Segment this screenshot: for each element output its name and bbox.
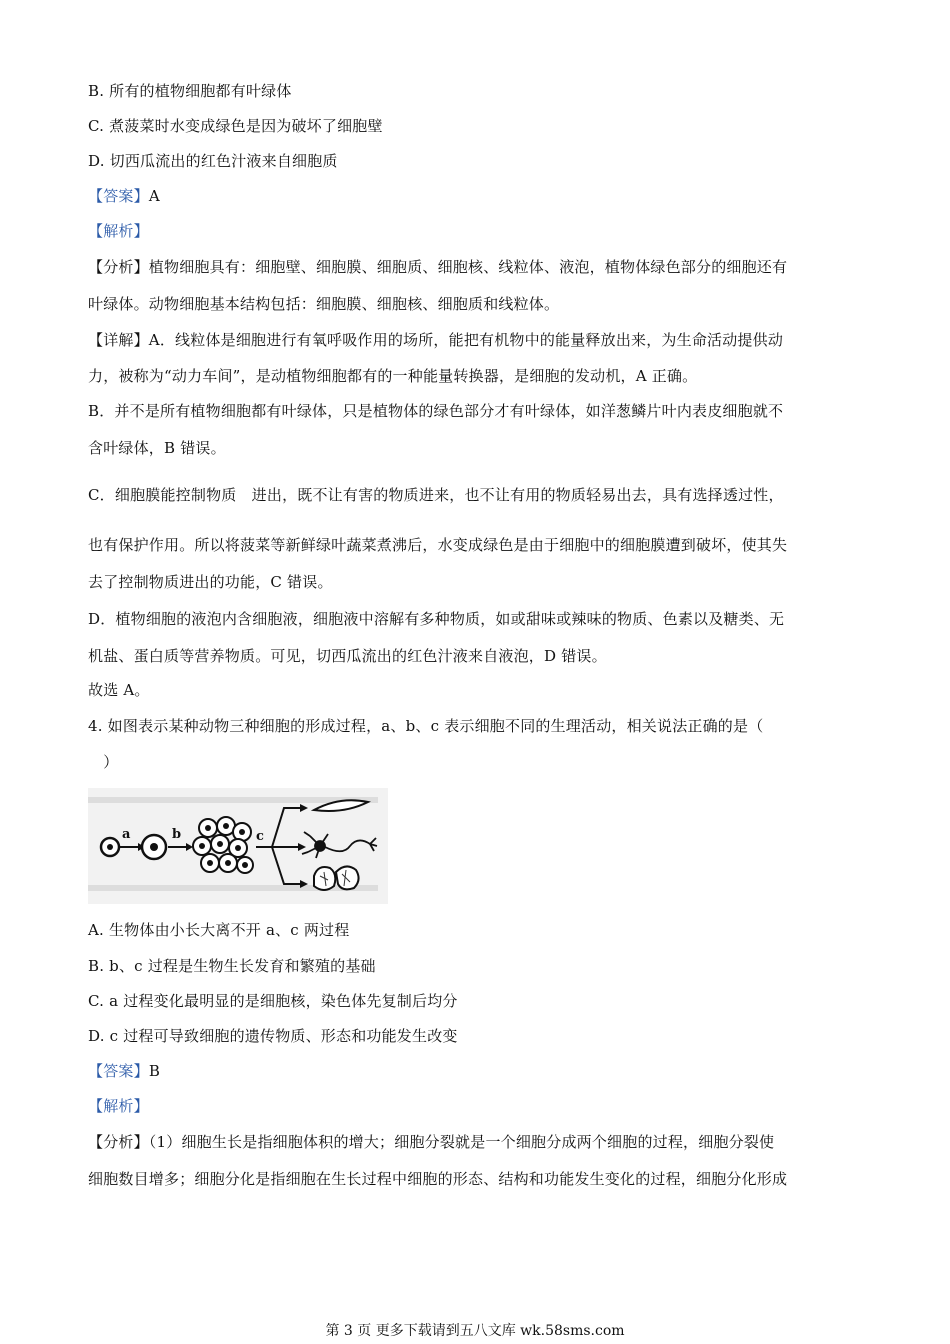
answer-value: A xyxy=(148,187,160,205)
detail-text: B．并不是所有植物细胞都有叶绿体，只是植物体的绿色部分才有叶绿体，如洋葱鳞片叶内表皮细胞就不 xyxy=(88,402,784,420)
option-d: D. 切西瓜流出的红色汁液来自细胞质 xyxy=(88,152,338,170)
analysis-heading xyxy=(88,221,149,241)
cell-diagram xyxy=(88,788,388,904)
detail-text: 【详解】A．线粒体是细胞进行有氧呼吸作用的场所，能把有机物中的能量释放出来，为生命活动提供动 xyxy=(88,331,784,349)
analysis-text: 细胞数目增多；细胞分化是指细胞在生长过程中细胞的形态、结构和功能发生变化的过程，细胞分化形成 xyxy=(88,1170,788,1188)
answer-tag: 【答案】 xyxy=(88,187,149,205)
analysis-tag: 【解析】 xyxy=(88,222,149,240)
option-c: C. a 过程变化最明显的是细胞核，染色体先复制后均分 xyxy=(88,992,458,1010)
page-footer: 第 3 页 更多下载请到五八文库 wk.58sms.com xyxy=(325,1323,625,1339)
conclusion-text: 故选 A。 xyxy=(88,681,150,699)
detail-text: 机盐、蛋白质等营养物质。可见，切西瓜流出的红色汁液来自液泡，D 错误。 xyxy=(88,647,607,665)
answer-value: B xyxy=(148,1062,161,1080)
detail-text: 力，被称为“动力车间”，是动植物细胞都有的一种能量转换器，是细胞的发动机，A 正确。 xyxy=(88,367,698,385)
answer-tag: 【答案】 xyxy=(88,1062,149,1080)
analysis-text: 【分析】植物细胞具有：细胞壁、细胞膜、细胞质、细胞核、线粒体、液泡，植物体绿色部分的细胞还有 xyxy=(88,258,788,276)
detail-text: C．细胞膜能控制物质 进出，既不让有害的物质进来，也不让有用的物质轻易出去，具有选择透过性， xyxy=(88,486,784,504)
option-c: C. 煮菠菜时水变成绿色是因为破坏了细胞壁 xyxy=(88,117,383,135)
answer-line xyxy=(88,186,160,206)
label-c: c xyxy=(256,829,264,844)
analysis-text: 叶绿体。动物细胞基本结构包括：细胞膜、细胞核、细胞质和线粒体。 xyxy=(88,295,560,313)
cell-formation-figure xyxy=(88,788,388,904)
option-a: A. 生物体由小长大离不开 a、c 两过程 xyxy=(88,921,350,939)
analysis-heading xyxy=(88,1096,149,1116)
detail-text: 也有保护作用。所以将菠菜等新鲜绿叶蔬菜煮沸后，水变成绿色是由于细胞中的细胞膜遭到破坏，使其失 xyxy=(88,536,788,554)
option-d: D. c 过程可导致细胞的遗传物质、形态和功能发生改变 xyxy=(88,1027,458,1045)
analysis-tag: 【解析】 xyxy=(88,1097,149,1115)
detail-text: 含叶绿体，B 错误。 xyxy=(88,439,226,457)
question-4-bracket: ） xyxy=(88,753,119,771)
option-b: B. b、c 过程是生物生长发育和繁殖的基础 xyxy=(88,957,376,975)
grown-cell xyxy=(142,835,166,859)
analysis-text: 【分析】（1）细胞生长是指细胞体积的增大；细胞分裂就是一个细胞分成两个细胞的过程，细胞分裂使 xyxy=(88,1133,775,1151)
detail-text: D．植物细胞的液泡内含细胞液，细胞液中溶解有多种物质，如或甜味或辣味的物质、色素以及糖类、无 xyxy=(88,610,785,628)
single-cell xyxy=(101,838,119,856)
answer-line xyxy=(88,1061,160,1081)
label-a: a xyxy=(122,827,131,842)
label-b: b xyxy=(172,827,182,842)
question-4: 4. 如图表示某种动物三种细胞的形成过程，a、b、c 表示细胞不同的生理活动，相关说法正确的是（ xyxy=(88,717,764,735)
detail-text: 去了控制物质进出的功能，C 错误。 xyxy=(88,573,333,591)
option-b: B. 所有的植物细胞都有叶绿体 xyxy=(88,82,292,100)
